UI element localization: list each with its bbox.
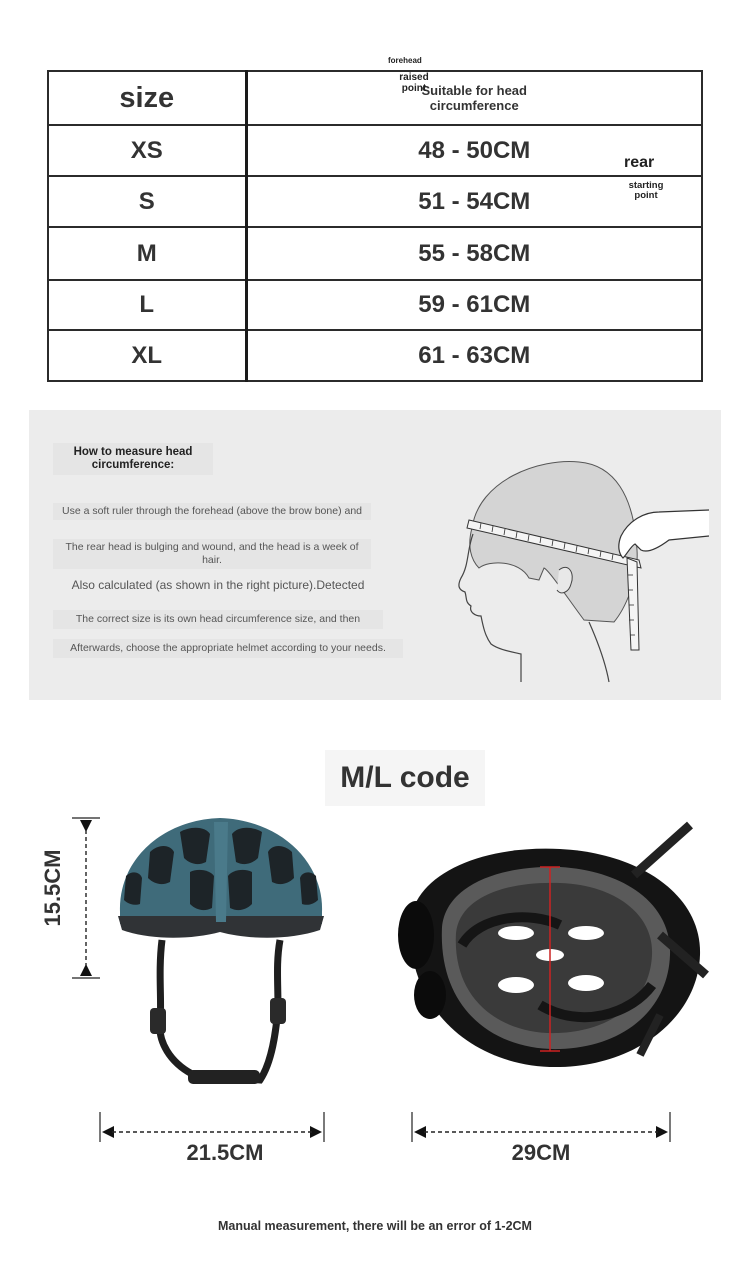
table-row	[48, 280, 702, 330]
rear-label: rear	[624, 154, 655, 171]
forehead-label: forehead	[388, 56, 422, 65]
range-cell: 51 - 54CM	[246, 176, 702, 227]
size-table	[47, 70, 703, 382]
size-cell: S	[48, 176, 246, 227]
measure-title: How to measure head circumference:	[53, 443, 213, 475]
size-cell: XS	[48, 125, 246, 176]
table-row	[48, 176, 702, 227]
measure-step: The correct size is its own head circumference size, and then	[53, 610, 383, 629]
helmet-inside-image	[390, 815, 710, 1080]
table-row	[48, 227, 702, 280]
range-cell: 61 - 63CM	[246, 330, 702, 381]
height-dimension-line	[68, 816, 104, 980]
head-measurement-illustration	[409, 450, 709, 690]
width-label: 21.5CM	[186, 1140, 264, 1165]
helmet-front-image	[110, 812, 332, 1102]
width-dimension-line	[98, 1110, 326, 1144]
height-label: 15.5CM	[40, 849, 65, 927]
size-table-header	[48, 71, 702, 125]
range-cell: 48 - 50CM	[246, 125, 702, 176]
range-cell: 55 - 58CM	[246, 227, 702, 280]
measurement-error-note: Manual measurement, there will be an error of 1-2CM	[218, 1219, 532, 1233]
table-row	[48, 125, 702, 176]
table-row	[48, 330, 702, 381]
length-dimension-line	[410, 1110, 672, 1144]
measure-step: Use a soft ruler through the forehead (above the brow bone) and	[53, 503, 371, 520]
raised-point-label: raised point	[399, 72, 429, 94]
size-cell: L	[48, 280, 246, 330]
measure-step: Afterwards, choose the appropriate helmet according to your needs.	[53, 639, 403, 658]
size-column-header: size	[48, 71, 246, 125]
starting-point-label: starting point	[628, 180, 664, 201]
measure-step: The rear head is bulging and wound, and the head is a week of hair.	[53, 539, 371, 569]
range-cell: 59 - 61CM	[246, 280, 702, 330]
circumference-column-header: Suitable for head circumference	[246, 71, 702, 125]
size-cell: M	[48, 227, 246, 280]
measure-instructions-panel	[29, 410, 721, 700]
ml-code-title: M/L code	[325, 750, 485, 806]
measure-step: Also calculated (as shown in the right picture).Detected	[71, 578, 365, 592]
size-cell: XL	[48, 330, 246, 381]
length-label: 29CM	[511, 1140, 571, 1165]
